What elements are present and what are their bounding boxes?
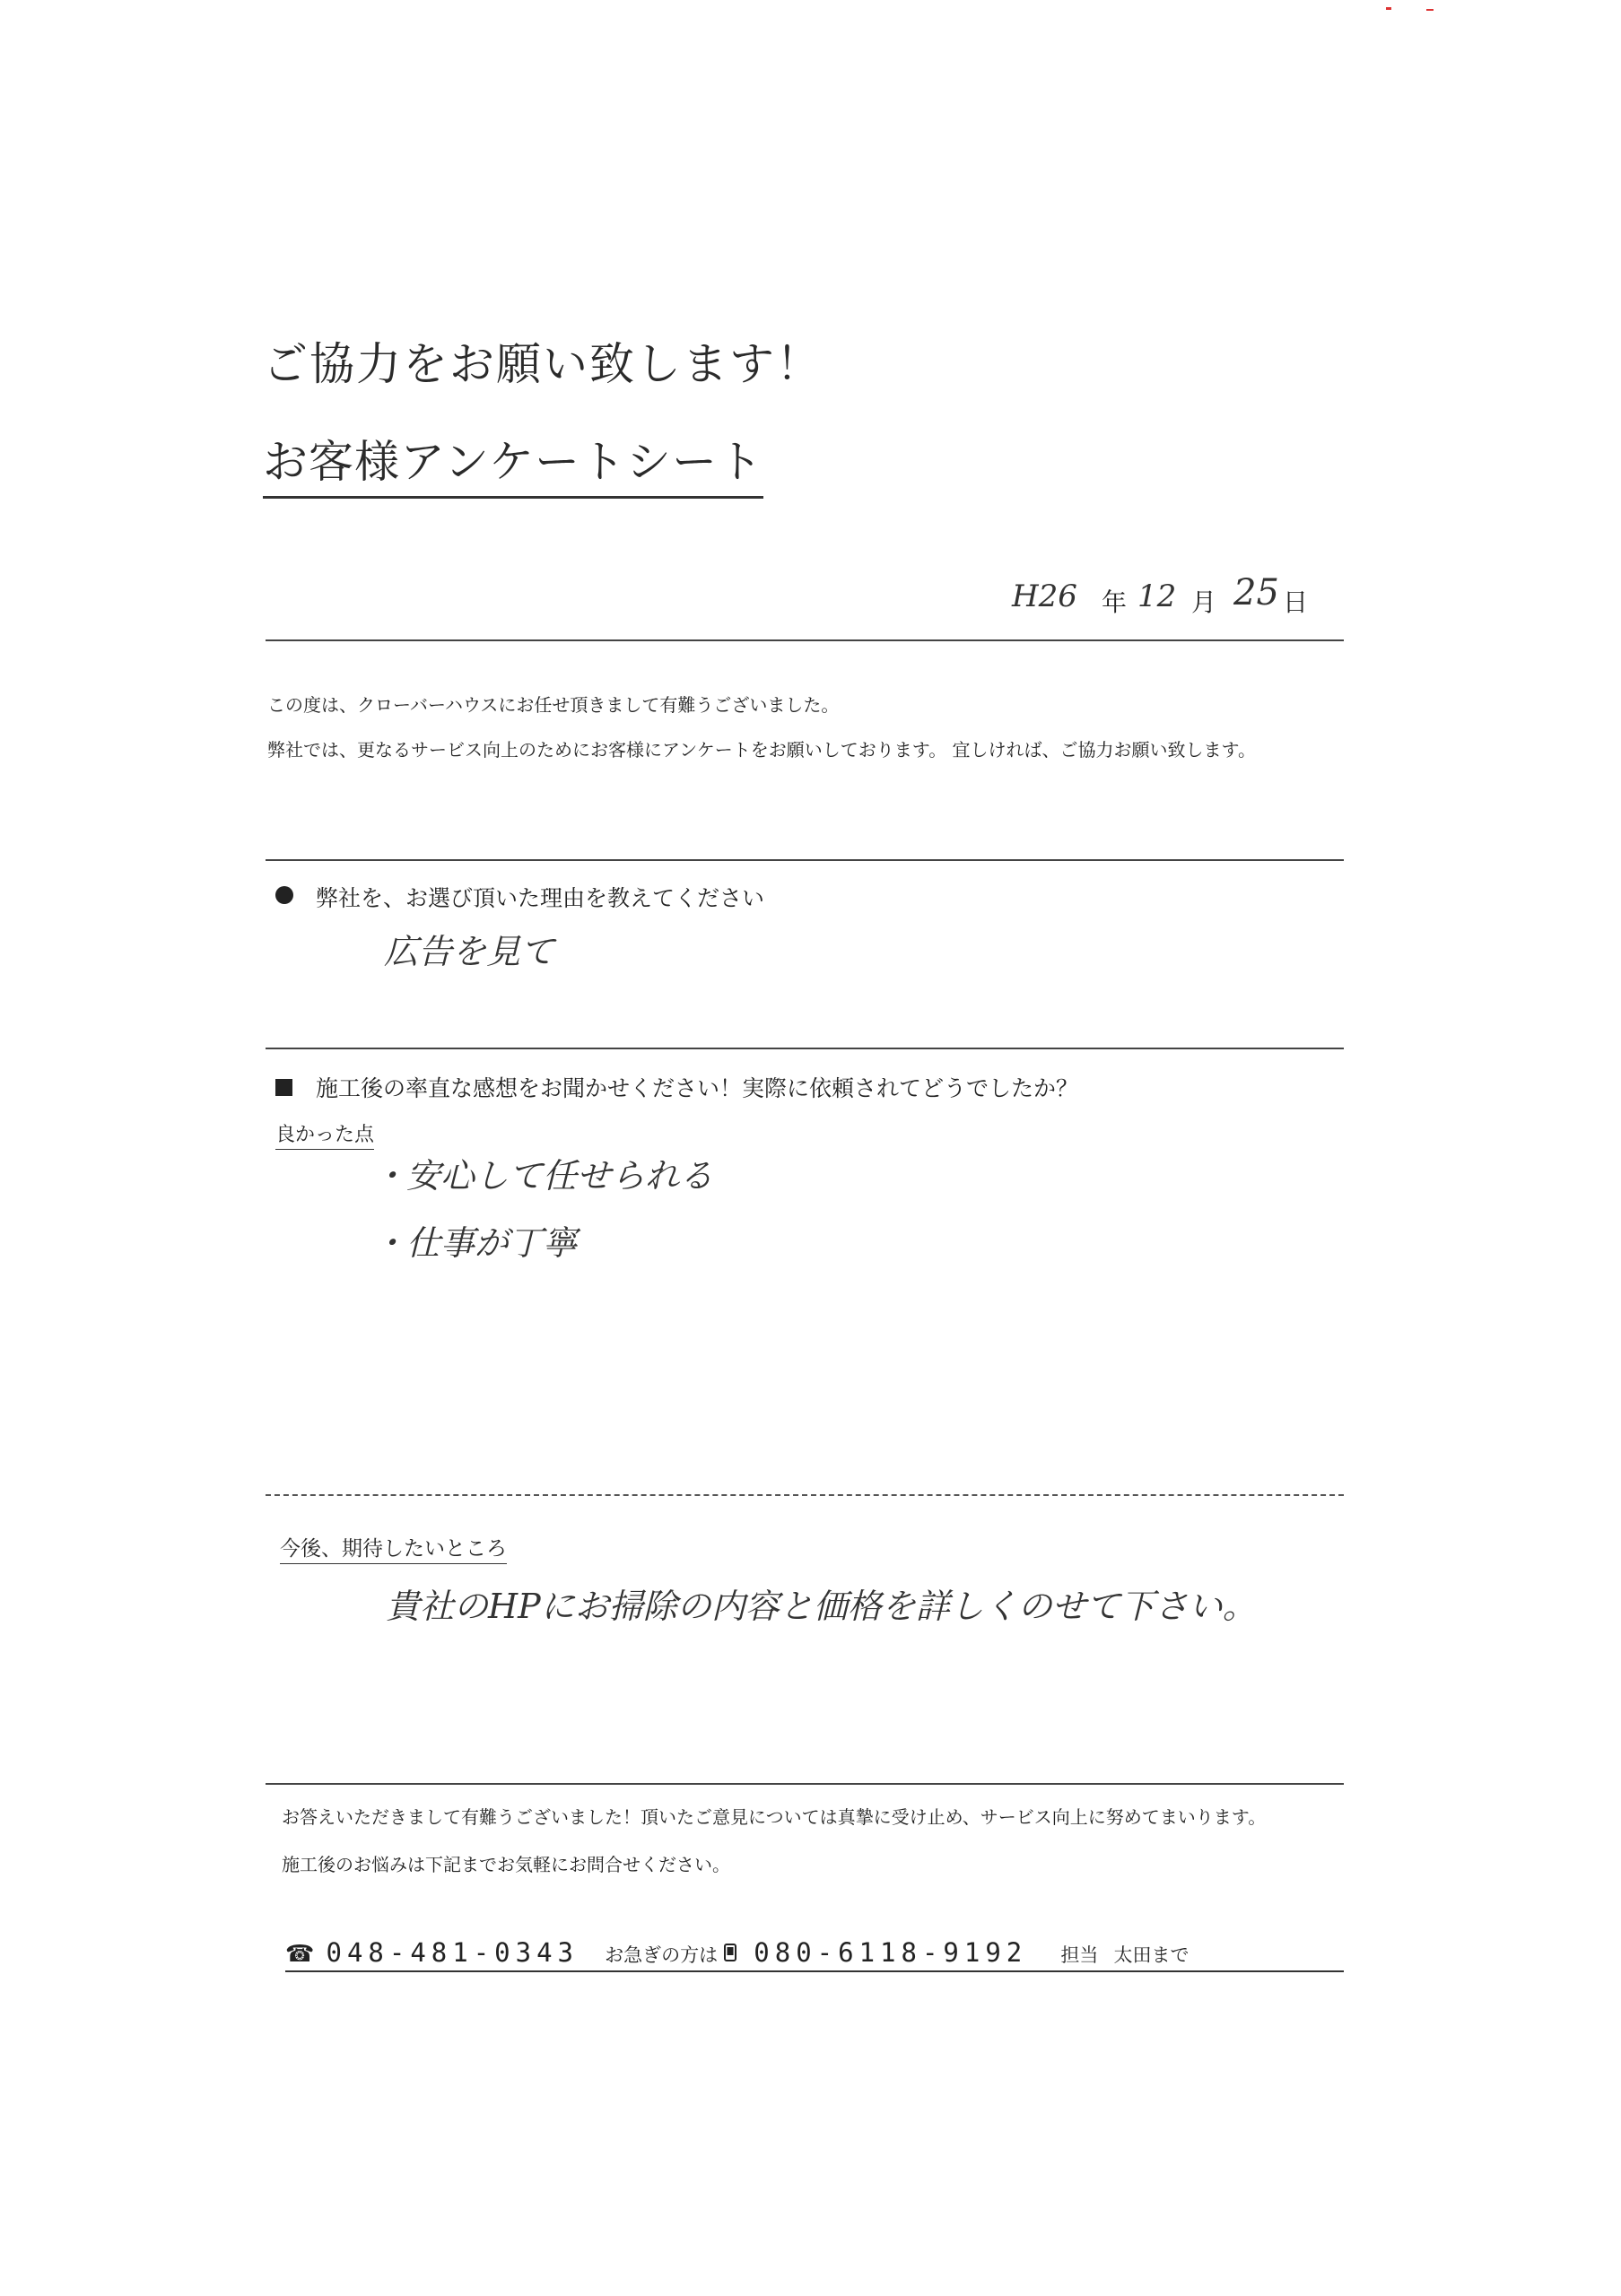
- q3-label: 今後、期待したいところ: [280, 1532, 507, 1564]
- contact-line: [285, 1937, 1344, 1972]
- date-day: 25: [1233, 572, 1279, 613]
- date-year-unit: 年: [1102, 587, 1128, 617]
- phone-number: 048-481-0343: [326, 1937, 579, 1968]
- divider: [266, 1783, 1344, 1785]
- intro-line-1: この度は、クローバーハウスにお任せ頂きまして有難うございました。: [267, 694, 840, 716]
- closing-line-2: 施工後のお悩みは下記までお気軽にお問合せください。: [282, 1854, 730, 1875]
- person-name: 太田まで: [1113, 1944, 1190, 1966]
- divider: [266, 859, 1344, 861]
- q1-label: 弊社を、お選び頂いた理由を教えてください: [316, 885, 765, 911]
- survey-sheet-title: お客様アンケートシート: [263, 426, 763, 499]
- dashed-divider: [266, 1494, 1344, 1496]
- divider: [266, 1048, 1344, 1049]
- q3-answer: 貴社のHPにお掃除の内容と価格を詳しくのせて下さい。: [386, 1587, 1257, 1626]
- divider: [266, 639, 1344, 641]
- q2-answer-2: ・仕事が丁寧: [372, 1223, 578, 1263]
- apple-bullet-icon: [275, 886, 293, 904]
- date-era-year: H26: [1012, 578, 1077, 614]
- closing-line-1: お答えいただきまして有難うございました！頂いたご意見については真摯に受け止め、サービス向上に努めてまいります。: [282, 1806, 1267, 1828]
- q2-label: 施工後の率直な感想をお聞かせください！実際に依頼されてどうでしたか？: [316, 1075, 1079, 1101]
- date-month-unit: 月: [1191, 587, 1217, 617]
- square-bullet-icon: [275, 1079, 292, 1096]
- date-day-unit: 日: [1283, 587, 1309, 617]
- person-label: 担当: [1060, 1944, 1099, 1966]
- mobile-phone-icon: [724, 1944, 736, 1965]
- scan-speck: [1426, 9, 1434, 11]
- urgent-label: お急ぎの方は: [605, 1944, 719, 1966]
- mobile-number: 080-6118-9192: [754, 1937, 1028, 1968]
- q2-answer-1: ・安心して任せられる: [372, 1156, 714, 1196]
- date-month: 12: [1137, 578, 1177, 614]
- page-title: ご協力をお願い致します！: [263, 338, 823, 390]
- good-points-label: 良かった点: [275, 1119, 374, 1150]
- scan-speck: [1386, 7, 1391, 10]
- phone-icon: ☎: [285, 1941, 315, 1968]
- q1-answer: 広告を見て: [384, 932, 555, 971]
- intro-line-2: 弊社では、更なるサービス向上のためにお客様にアンケートをお願いしております。 宜しければ、ご協力お願い致します。: [267, 739, 1256, 761]
